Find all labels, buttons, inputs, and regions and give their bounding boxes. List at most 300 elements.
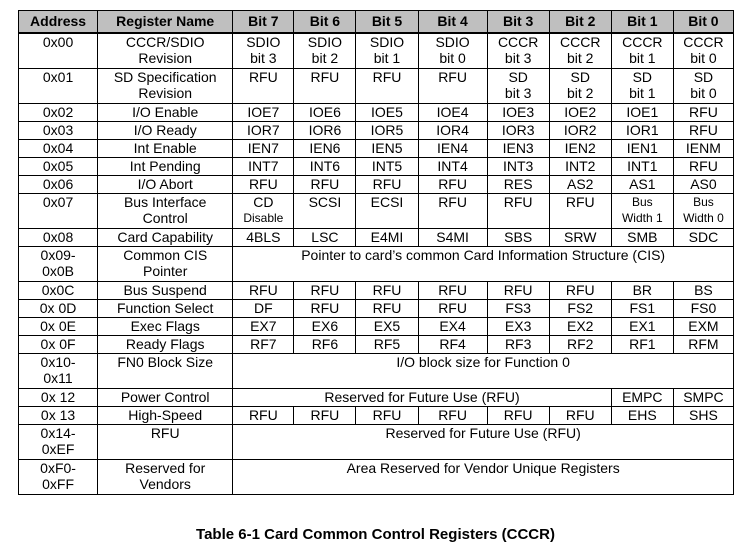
bit-cell xyxy=(611,407,673,425)
cell-line: SRW xyxy=(564,229,597,245)
cell-line: RFU xyxy=(438,300,467,316)
cell-line: RFU xyxy=(310,176,340,192)
cell-line: IOR2 xyxy=(563,122,597,138)
cell-line: IOE6 xyxy=(308,104,341,120)
bit-cell xyxy=(294,318,356,336)
bit-cell xyxy=(673,407,733,425)
bit-cell xyxy=(233,158,294,176)
table-header-row xyxy=(19,11,734,34)
cell-line: bit 1 xyxy=(629,50,656,66)
bit-cell xyxy=(487,194,549,229)
address-cell xyxy=(19,104,98,122)
address-cell xyxy=(19,300,98,318)
cell-line: SDIO xyxy=(246,34,281,50)
cell-line: Width 0 xyxy=(683,211,724,225)
cell-line: IEN3 xyxy=(502,140,534,156)
cell-line: INT6 xyxy=(309,158,341,174)
address-cell xyxy=(19,158,98,176)
bit-cell xyxy=(418,176,487,194)
cell-line: 0x08 xyxy=(42,229,74,245)
register-name-cell xyxy=(98,336,233,354)
bit-cell xyxy=(294,69,356,104)
cell-line: S4MI xyxy=(436,229,469,245)
bit-cell xyxy=(549,300,611,318)
cell-line: bit 2 xyxy=(311,50,339,66)
cell-line: IOE4 xyxy=(436,104,469,120)
bit-cell xyxy=(294,33,356,69)
bit-cell xyxy=(418,33,487,69)
bit-cell xyxy=(233,194,294,229)
bit-cell xyxy=(549,69,611,104)
cell-line: RFU xyxy=(248,407,278,423)
bit-cell xyxy=(356,318,418,336)
cell-line: RFU xyxy=(503,407,533,423)
cell-line: I/O Enable xyxy=(132,104,199,120)
cell-line: 0x06 xyxy=(42,176,74,192)
table-row xyxy=(19,336,734,354)
cell-line: IOE7 xyxy=(247,104,280,120)
bit-cell xyxy=(549,176,611,194)
bit-cell xyxy=(611,336,673,354)
merged-bits-cell: Reserved for Future Use (RFU) xyxy=(233,425,734,460)
address-cell xyxy=(19,425,98,460)
cell-line: RFU xyxy=(689,104,718,120)
address-cell xyxy=(19,354,98,389)
cell-line: 0x 0E xyxy=(40,318,76,334)
cell-line: IOR5 xyxy=(370,122,404,138)
bit-cell xyxy=(294,140,356,158)
bit-cell xyxy=(673,318,733,336)
cell-line: RFU xyxy=(689,158,718,174)
bit-cell xyxy=(294,158,356,176)
cell-line: SD xyxy=(508,69,528,85)
cell-line: CCCR xyxy=(560,34,601,50)
cell-line: RFU xyxy=(372,407,402,423)
bit-cell xyxy=(611,282,673,300)
cell-line: DF xyxy=(254,300,273,316)
cell-line: RES xyxy=(503,176,533,192)
header-bit: Bit 1 xyxy=(611,11,673,34)
bit-cell xyxy=(673,389,733,407)
cell-line: RF1 xyxy=(629,336,656,352)
cell-line: EX7 xyxy=(250,318,277,334)
bit-cell xyxy=(418,140,487,158)
bit-cell xyxy=(233,33,294,69)
cell-line: IEN1 xyxy=(626,140,658,156)
register-name-cell xyxy=(98,425,233,460)
register-name-cell xyxy=(98,104,233,122)
cell-line: I/O Abort xyxy=(137,176,193,192)
cell-line: RFU xyxy=(310,282,340,298)
cell-line: Card Capability xyxy=(117,229,214,245)
cell-line: IOR3 xyxy=(501,122,535,138)
cell-line: bit 0 xyxy=(439,50,466,66)
bit-cell xyxy=(487,69,549,104)
cell-line: AS1 xyxy=(629,176,656,192)
cell-line: IEN4 xyxy=(437,140,469,156)
bit-cell xyxy=(673,122,733,140)
bit-cell xyxy=(233,69,294,104)
cell-line: High-Speed xyxy=(128,407,203,423)
bit-cell xyxy=(549,318,611,336)
bit-cell xyxy=(233,122,294,140)
cell-line: CD xyxy=(253,194,274,210)
cell-line: bit 0 xyxy=(690,85,717,101)
bit-cell xyxy=(549,194,611,229)
table-row xyxy=(19,104,734,122)
bit-cell xyxy=(549,33,611,69)
bit-cell xyxy=(356,300,418,318)
cell-line: SDIO xyxy=(435,34,470,50)
cell-line: RFU xyxy=(438,69,467,85)
bit-cell xyxy=(418,407,487,425)
bit-cell xyxy=(356,104,418,122)
cell-line: IOE1 xyxy=(626,104,659,120)
bit-cell xyxy=(673,140,733,158)
bit-cell xyxy=(673,176,733,194)
register-name-cell xyxy=(98,158,233,176)
cell-line: EX1 xyxy=(629,318,656,334)
register-name-cell xyxy=(98,122,233,140)
cell-line: IOE3 xyxy=(502,104,535,120)
bit-cell xyxy=(487,282,549,300)
cell-line: 0x11 xyxy=(43,370,73,386)
bit-cell xyxy=(294,176,356,194)
bit-cell xyxy=(356,194,418,229)
address-cell xyxy=(19,69,98,104)
bit-cell xyxy=(294,104,356,122)
header-bit: Bit 7 xyxy=(233,11,294,34)
register-name-cell xyxy=(98,282,233,300)
header-bit: Bit 5 xyxy=(356,11,418,34)
cell-line: 0x09- xyxy=(40,247,76,263)
cell-line: SMPC xyxy=(683,389,724,405)
table-row xyxy=(19,69,734,104)
cell-line: CCCR xyxy=(683,34,724,50)
register-name-cell xyxy=(98,389,233,407)
cell-line: Exec Flags xyxy=(130,318,200,334)
cell-line: 0x 13 xyxy=(40,407,76,423)
register-name-cell xyxy=(98,460,233,495)
cell-line: AS0 xyxy=(690,176,717,192)
cell-line: RFU xyxy=(438,407,467,423)
cell-line: SD xyxy=(693,69,714,85)
cell-line: SCSI xyxy=(308,194,342,210)
cell-line: Revision xyxy=(138,85,193,101)
bit-cell xyxy=(673,282,733,300)
bit-cell xyxy=(356,229,418,247)
cell-line: bit 0 xyxy=(690,50,717,66)
cell-line: Disable xyxy=(243,211,284,225)
cell-line: AS2 xyxy=(567,176,594,192)
bit-cell xyxy=(673,33,733,69)
cell-line: bit 3 xyxy=(250,50,277,66)
cell-line: Control xyxy=(142,210,188,226)
cell-line: bit 1 xyxy=(629,85,656,101)
cell-line: FS3 xyxy=(505,300,531,316)
cell-line: Reserved for xyxy=(125,460,206,476)
table-caption: Table 6-1 Card Common Control Registers (CCCR) xyxy=(196,526,555,543)
address-cell xyxy=(19,33,98,69)
bit-cell xyxy=(611,176,673,194)
register-name-cell xyxy=(98,300,233,318)
bit-cell xyxy=(418,318,487,336)
bit-cell xyxy=(418,122,487,140)
address-cell xyxy=(19,194,98,229)
table-row xyxy=(19,354,734,389)
cell-line: 0xEF xyxy=(41,441,75,457)
bit-cell xyxy=(418,336,487,354)
bit-cell xyxy=(673,158,733,176)
bit-cell xyxy=(549,122,611,140)
cell-line: EX6 xyxy=(311,318,339,334)
bit-cell xyxy=(611,229,673,247)
cell-line: IEN2 xyxy=(564,140,596,156)
table-row xyxy=(19,33,734,69)
bit-cell xyxy=(418,300,487,318)
cell-line: Ready Flags xyxy=(125,336,205,352)
cell-line: RF6 xyxy=(311,336,339,352)
cell-line: 0x00 xyxy=(42,34,74,50)
merged-bits-cell: Reserved for Future Use (RFU) xyxy=(233,389,611,407)
cell-line: RFU xyxy=(438,176,467,192)
cell-line: 0x01 xyxy=(42,69,74,85)
bit-cell xyxy=(294,300,356,318)
address-cell xyxy=(19,389,98,407)
bit-cell xyxy=(294,336,356,354)
merged-bits-cell: I/O block size for Function 0 xyxy=(233,354,734,389)
cell-line: bit 1 xyxy=(373,50,401,66)
bit-cell xyxy=(673,194,733,229)
cell-line: RFU xyxy=(438,282,467,298)
cell-line: 0x0C xyxy=(41,282,75,298)
cell-line: 0x07 xyxy=(42,194,74,210)
address-cell xyxy=(19,282,98,300)
bit-cell xyxy=(356,33,418,69)
bit-cell xyxy=(356,176,418,194)
cell-line: IEN6 xyxy=(309,140,341,156)
bit-cell xyxy=(356,407,418,425)
cell-line: 0x 0F xyxy=(40,336,76,352)
cell-line: EHS xyxy=(627,407,657,423)
address-cell xyxy=(19,122,98,140)
bit-cell xyxy=(418,194,487,229)
header-bit: Bit 3 xyxy=(487,11,549,34)
address-cell xyxy=(19,247,98,282)
table-body xyxy=(19,33,734,495)
table-row xyxy=(19,247,734,282)
cell-line: RFU xyxy=(689,122,718,138)
address-cell xyxy=(19,140,98,158)
address-cell xyxy=(19,229,98,247)
bit-cell xyxy=(233,140,294,158)
bit-cell xyxy=(611,69,673,104)
cell-line: SDIO xyxy=(369,34,405,50)
bit-cell xyxy=(549,407,611,425)
cell-line: RFU xyxy=(150,425,180,441)
bit-cell xyxy=(549,336,611,354)
cell-line: EX3 xyxy=(504,318,532,334)
cell-line: RFU xyxy=(310,407,340,423)
cell-line: 0x02 xyxy=(42,104,74,120)
cell-line: SDIO xyxy=(307,34,343,50)
header-bit: Bit 0 xyxy=(673,11,733,34)
bit-cell xyxy=(294,194,356,229)
cell-line: RFU xyxy=(248,69,278,85)
cell-line: FS0 xyxy=(690,300,717,316)
bit-cell xyxy=(356,122,418,140)
bit-cell xyxy=(294,407,356,425)
cell-line: RFU xyxy=(503,282,533,298)
cell-line: Bus Interface xyxy=(123,194,207,210)
cell-line: INT3 xyxy=(502,158,534,174)
bit-cell xyxy=(233,300,294,318)
bit-cell xyxy=(487,336,549,354)
table-row xyxy=(19,300,734,318)
bit-cell xyxy=(611,389,673,407)
cell-line: SD xyxy=(570,69,590,85)
register-name-cell xyxy=(98,33,233,69)
cell-line: 4BLS xyxy=(246,229,281,245)
bit-cell xyxy=(487,176,549,194)
address-cell xyxy=(19,407,98,425)
bit-cell xyxy=(418,229,487,247)
cell-line: 0x14- xyxy=(40,425,76,441)
bit-cell xyxy=(233,229,294,247)
bit-cell xyxy=(294,282,356,300)
bit-cell xyxy=(418,158,487,176)
register-name-cell xyxy=(98,247,233,282)
cell-line: RFU xyxy=(310,300,340,316)
cell-line: EX2 xyxy=(567,318,594,334)
cccr-table xyxy=(18,10,734,495)
table-row xyxy=(19,282,734,300)
cell-line: RFU xyxy=(565,282,595,298)
address-cell xyxy=(19,176,98,194)
cell-line: RF3 xyxy=(504,336,532,352)
cell-line: I/O Ready xyxy=(133,122,197,138)
bit-cell xyxy=(549,140,611,158)
cell-line: RFU xyxy=(438,194,467,210)
cell-line: RFU xyxy=(310,69,340,85)
cell-line: IOR6 xyxy=(308,122,342,138)
bit-cell xyxy=(549,282,611,300)
cell-line: CCCR/SDIO xyxy=(125,34,205,50)
register-name-cell xyxy=(98,140,233,158)
merged-bits-cell: Area Reserved for Vendor Unique Registers xyxy=(233,460,734,495)
address-cell xyxy=(19,318,98,336)
table-row xyxy=(19,158,734,176)
header-bit: Bit 2 xyxy=(549,11,611,34)
cell-line: EXM xyxy=(688,318,719,334)
table-row xyxy=(19,176,734,194)
bit-cell xyxy=(356,69,418,104)
cell-line: IENM xyxy=(685,140,721,156)
bit-cell xyxy=(487,33,549,69)
register-name-cell xyxy=(98,354,233,389)
address-cell xyxy=(19,460,98,495)
bit-cell xyxy=(356,140,418,158)
cell-line: Width 1 xyxy=(621,211,663,225)
bit-cell xyxy=(487,104,549,122)
cell-line: bit 2 xyxy=(567,50,594,66)
bit-cell xyxy=(611,122,673,140)
cell-line: RFU xyxy=(372,300,402,316)
cell-line: 0xFF xyxy=(42,476,74,492)
bit-cell xyxy=(356,336,418,354)
cell-line: 0x0B xyxy=(42,263,75,279)
cell-line: RF4 xyxy=(439,336,466,352)
cell-line: Common CIS xyxy=(123,247,208,263)
merged-bits-cell: Pointer to card’s common Card Information Structure (CIS) xyxy=(233,247,734,282)
table-row xyxy=(19,194,734,229)
cell-line: bit 2 xyxy=(567,85,594,101)
bit-cell xyxy=(487,318,549,336)
cell-line: INT7 xyxy=(248,158,279,174)
cell-line: INT4 xyxy=(437,158,468,174)
cell-line: Bus xyxy=(693,195,714,209)
table-row xyxy=(19,140,734,158)
bit-cell xyxy=(611,104,673,122)
table-row xyxy=(19,407,734,425)
bit-cell xyxy=(611,140,673,158)
cell-line: FS2 xyxy=(567,300,594,316)
cell-line: SHS xyxy=(689,407,718,423)
cell-line: bit 3 xyxy=(504,50,532,66)
bit-cell xyxy=(487,300,549,318)
cell-line: IOR1 xyxy=(625,122,659,138)
cell-line: CCCR xyxy=(497,34,539,50)
bit-cell xyxy=(356,158,418,176)
header-address: Address xyxy=(19,11,98,34)
cell-line: INT1 xyxy=(627,158,658,174)
cell-line: E4MI xyxy=(370,229,404,245)
cell-line: Bus xyxy=(631,195,653,209)
cell-line: RF2 xyxy=(567,336,594,352)
bit-cell xyxy=(418,104,487,122)
cell-line: EMPC xyxy=(622,389,663,405)
cell-line: Power Control xyxy=(120,389,210,405)
register-name-cell xyxy=(98,229,233,247)
cell-line: RFU xyxy=(372,176,402,192)
cell-line: 0x 12 xyxy=(40,389,76,405)
cell-line: BS xyxy=(694,282,713,298)
cell-line: Function Select xyxy=(116,300,214,316)
cell-line: IOE2 xyxy=(564,104,597,120)
bit-cell xyxy=(673,300,733,318)
cell-line: IOR4 xyxy=(436,122,469,138)
bit-cell xyxy=(233,176,294,194)
cell-line: INT5 xyxy=(371,158,403,174)
register-name-cell xyxy=(98,407,233,425)
bit-cell xyxy=(611,158,673,176)
bit-cell xyxy=(294,229,356,247)
cell-line: RFU xyxy=(565,407,595,423)
cell-line: Int Pending xyxy=(129,158,201,174)
bit-cell xyxy=(673,229,733,247)
bit-cell xyxy=(487,407,549,425)
cell-line: 0x05 xyxy=(42,158,74,174)
cell-line: IEN7 xyxy=(247,140,279,156)
bit-cell xyxy=(673,104,733,122)
cell-line: Vendors xyxy=(139,476,191,492)
cell-line: 0x04 xyxy=(42,140,74,156)
table-row xyxy=(19,389,734,407)
cell-line: EX5 xyxy=(373,318,401,334)
bit-cell xyxy=(549,229,611,247)
bit-cell xyxy=(611,33,673,69)
header-bit: Bit 6 xyxy=(294,11,356,34)
